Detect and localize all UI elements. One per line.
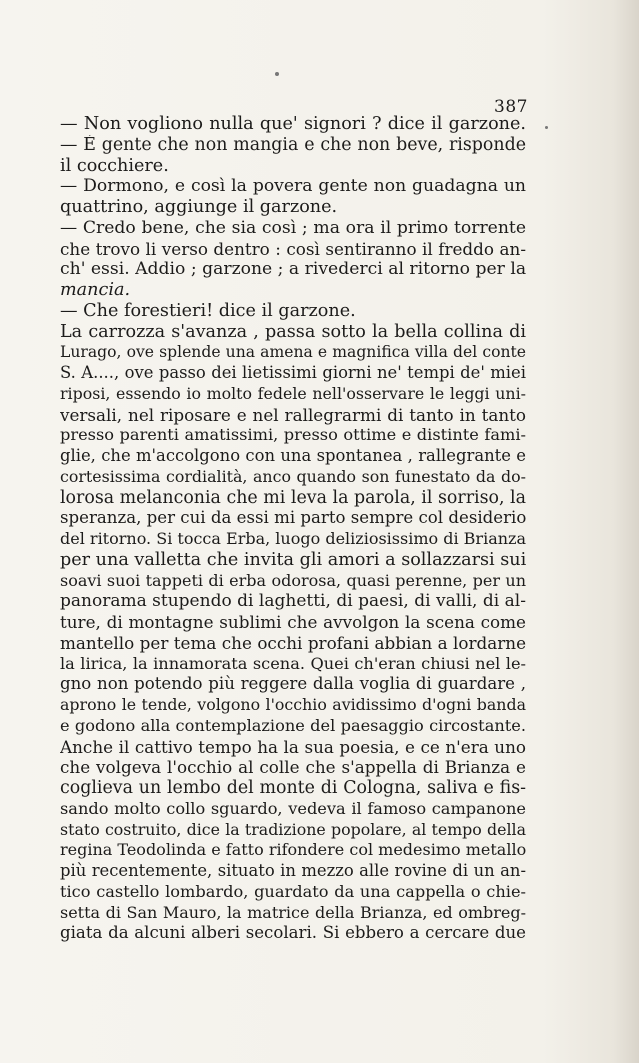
text-line: tico castello lombardo, guardato da una cappella o chie- [60, 881, 526, 901]
text-line: giata da alcuni alberi secolari. Si ebbero a cercare due [60, 923, 526, 943]
text-line: versali, nel riposare e nel rallegrarmi di tanto in tanto [60, 404, 526, 425]
text-line: S. A...., ove passo dei lietissimi giorni ne' tempi de' miei [60, 363, 526, 382]
text-line: cortesissima cordialità, anco quando son funestato da do- [60, 466, 526, 486]
text-line: riposi, essendo io molto fedele nell'osservare le leggi uni- [60, 383, 526, 403]
page-number: 387 [494, 97, 528, 117]
text-line: aprono le tende, volgono l'occhio avidissimo d'ogni banda [60, 695, 526, 714]
text-line: che trovo li verso dentro : così sentiranno il freddo an- [60, 238, 526, 259]
text-line: — È gente che non mangia e che non beve, risponde [60, 134, 526, 155]
text-line: la lirica, la innamorata scena. Quei ch'eran chiusi nel le- [60, 653, 526, 673]
speck-mark [275, 72, 279, 76]
text-line: soavi suoi tappeti di erba odorosa, quasi perenne, per un [60, 570, 526, 590]
text-line: il cocchiere. [60, 155, 169, 176]
text-line: e godono alla contemplazione del paesaggio circostante. [60, 715, 526, 735]
text-line: quattrino, aggiunge il garzone. [60, 197, 338, 217]
body-text [60, 114, 526, 944]
text-line: del ritorno. Si tocca Erba, luogo deliziosissimo di Brianza [60, 529, 526, 548]
text-line: mancia. [60, 280, 131, 300]
text-line: gno non potendo più reggere dalla voglia di guardare , [60, 674, 526, 694]
text-line: Lurago, ove splende una amena e magnifica villa del conte [60, 343, 526, 362]
text-line: glie, che m'accolgono con una spontanea , rallegrante e [60, 446, 526, 465]
text-line: — Che forestieri! dice il garzone. [60, 300, 356, 321]
text-line: regina Teodolinda e fatto rifondere col medesimo metallo [60, 840, 526, 860]
text-line: ch' essi. Addio ; garzone ; a rivederci al ritorno per la [60, 259, 526, 280]
text-line: stato costruito, dice la tradizione popolare, al tempo della [60, 819, 526, 839]
text-line: presso parenti amatissimi, presso ottime e distinte fami- [60, 425, 526, 445]
text-line: La carrozza s'avanza , passa sotto la bella collina di [60, 321, 526, 342]
text-line: che volgeva l'occhio al colle che s'appella di Brianza e [60, 757, 526, 778]
text-line: — Non vogliono nulla que' signori ? dice il garzone. [60, 114, 526, 134]
text-line: panorama stupendo di laghetti, di paesi, di valli, di al- [60, 591, 526, 612]
text-line: speranza, per cui da essi mi parto sempre col desiderio [60, 508, 526, 528]
text-line: mantello per tema che occhi profani abbian a lordarne [60, 632, 526, 653]
text-line: più recentemente, situato in mezzo alle rovine di un an- [60, 861, 526, 880]
text-line: per una valletta che invita gli amori a sollazzarsi sui [60, 549, 526, 570]
text-line: lorosa melanconia che mi leva la parola, il sorriso, la [60, 487, 526, 508]
text-line: ture, di montagne sublimi che avvolgon la scena come [60, 612, 526, 632]
text-line: Anche il cattivo tempo ha la sua poesia, e ce n'era uno [60, 736, 526, 757]
text-line: coglieva un lembo del monte di Cologna, saliva e fis- [60, 778, 526, 798]
text-line: — Credo bene, che sia così ; ma ora il primo torrente [60, 217, 526, 238]
text-line: setta di San Mauro, la matrice della Brianza, ed ombreg- [60, 902, 526, 922]
text-line: — Dormono, e così la povera gente non guadagna un [60, 176, 526, 197]
speck-mark [545, 126, 548, 129]
text-line: sando molto collo sguardo, vedeva il famoso campanone [60, 798, 526, 818]
